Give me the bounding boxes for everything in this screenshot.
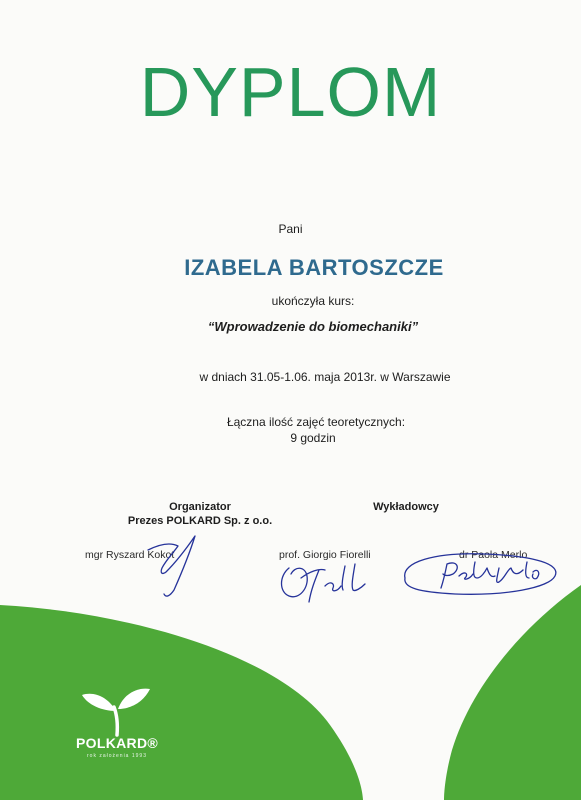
signature-merlo [395,548,563,600]
course-name: “Wprowadzenie do biomechaniki” [207,319,419,334]
diploma-title: DYPLOM [139,53,442,131]
dates-line: w dniach 31.05-1.06. maja 2013r. w Warszawie [199,370,451,384]
polkard-logo-tagline: rok założenia 1993 [87,753,147,759]
organizer-heading: Organizator [169,501,231,513]
hours-value: 9 godzin [290,431,336,445]
polkard-logo-text: POLKARD® [76,735,158,751]
signature-kokot [140,520,220,600]
organizer-subheading: Prezes POLKARD Sp. z o.o. [127,515,273,527]
signatory-lecturer-2: dr Paola Merlo [459,549,528,561]
signature-fiorelli [275,558,375,606]
salutation: Pani [278,222,303,236]
completed-label: ukończyła kurs: [271,294,355,308]
recipient-name: IZABELA BARTOSZCZE [184,255,444,280]
polkard-sprout-logo [72,675,182,785]
lecturers-heading: Wykładowcy [373,501,439,513]
signatory-organizer: mgr Ryszard Kokot [85,549,175,561]
hours-label: Łączna ilość zajęć teoretycznych: [226,415,406,429]
signatory-lecturer-1: prof. Giorgio Fiorelli [279,549,371,561]
